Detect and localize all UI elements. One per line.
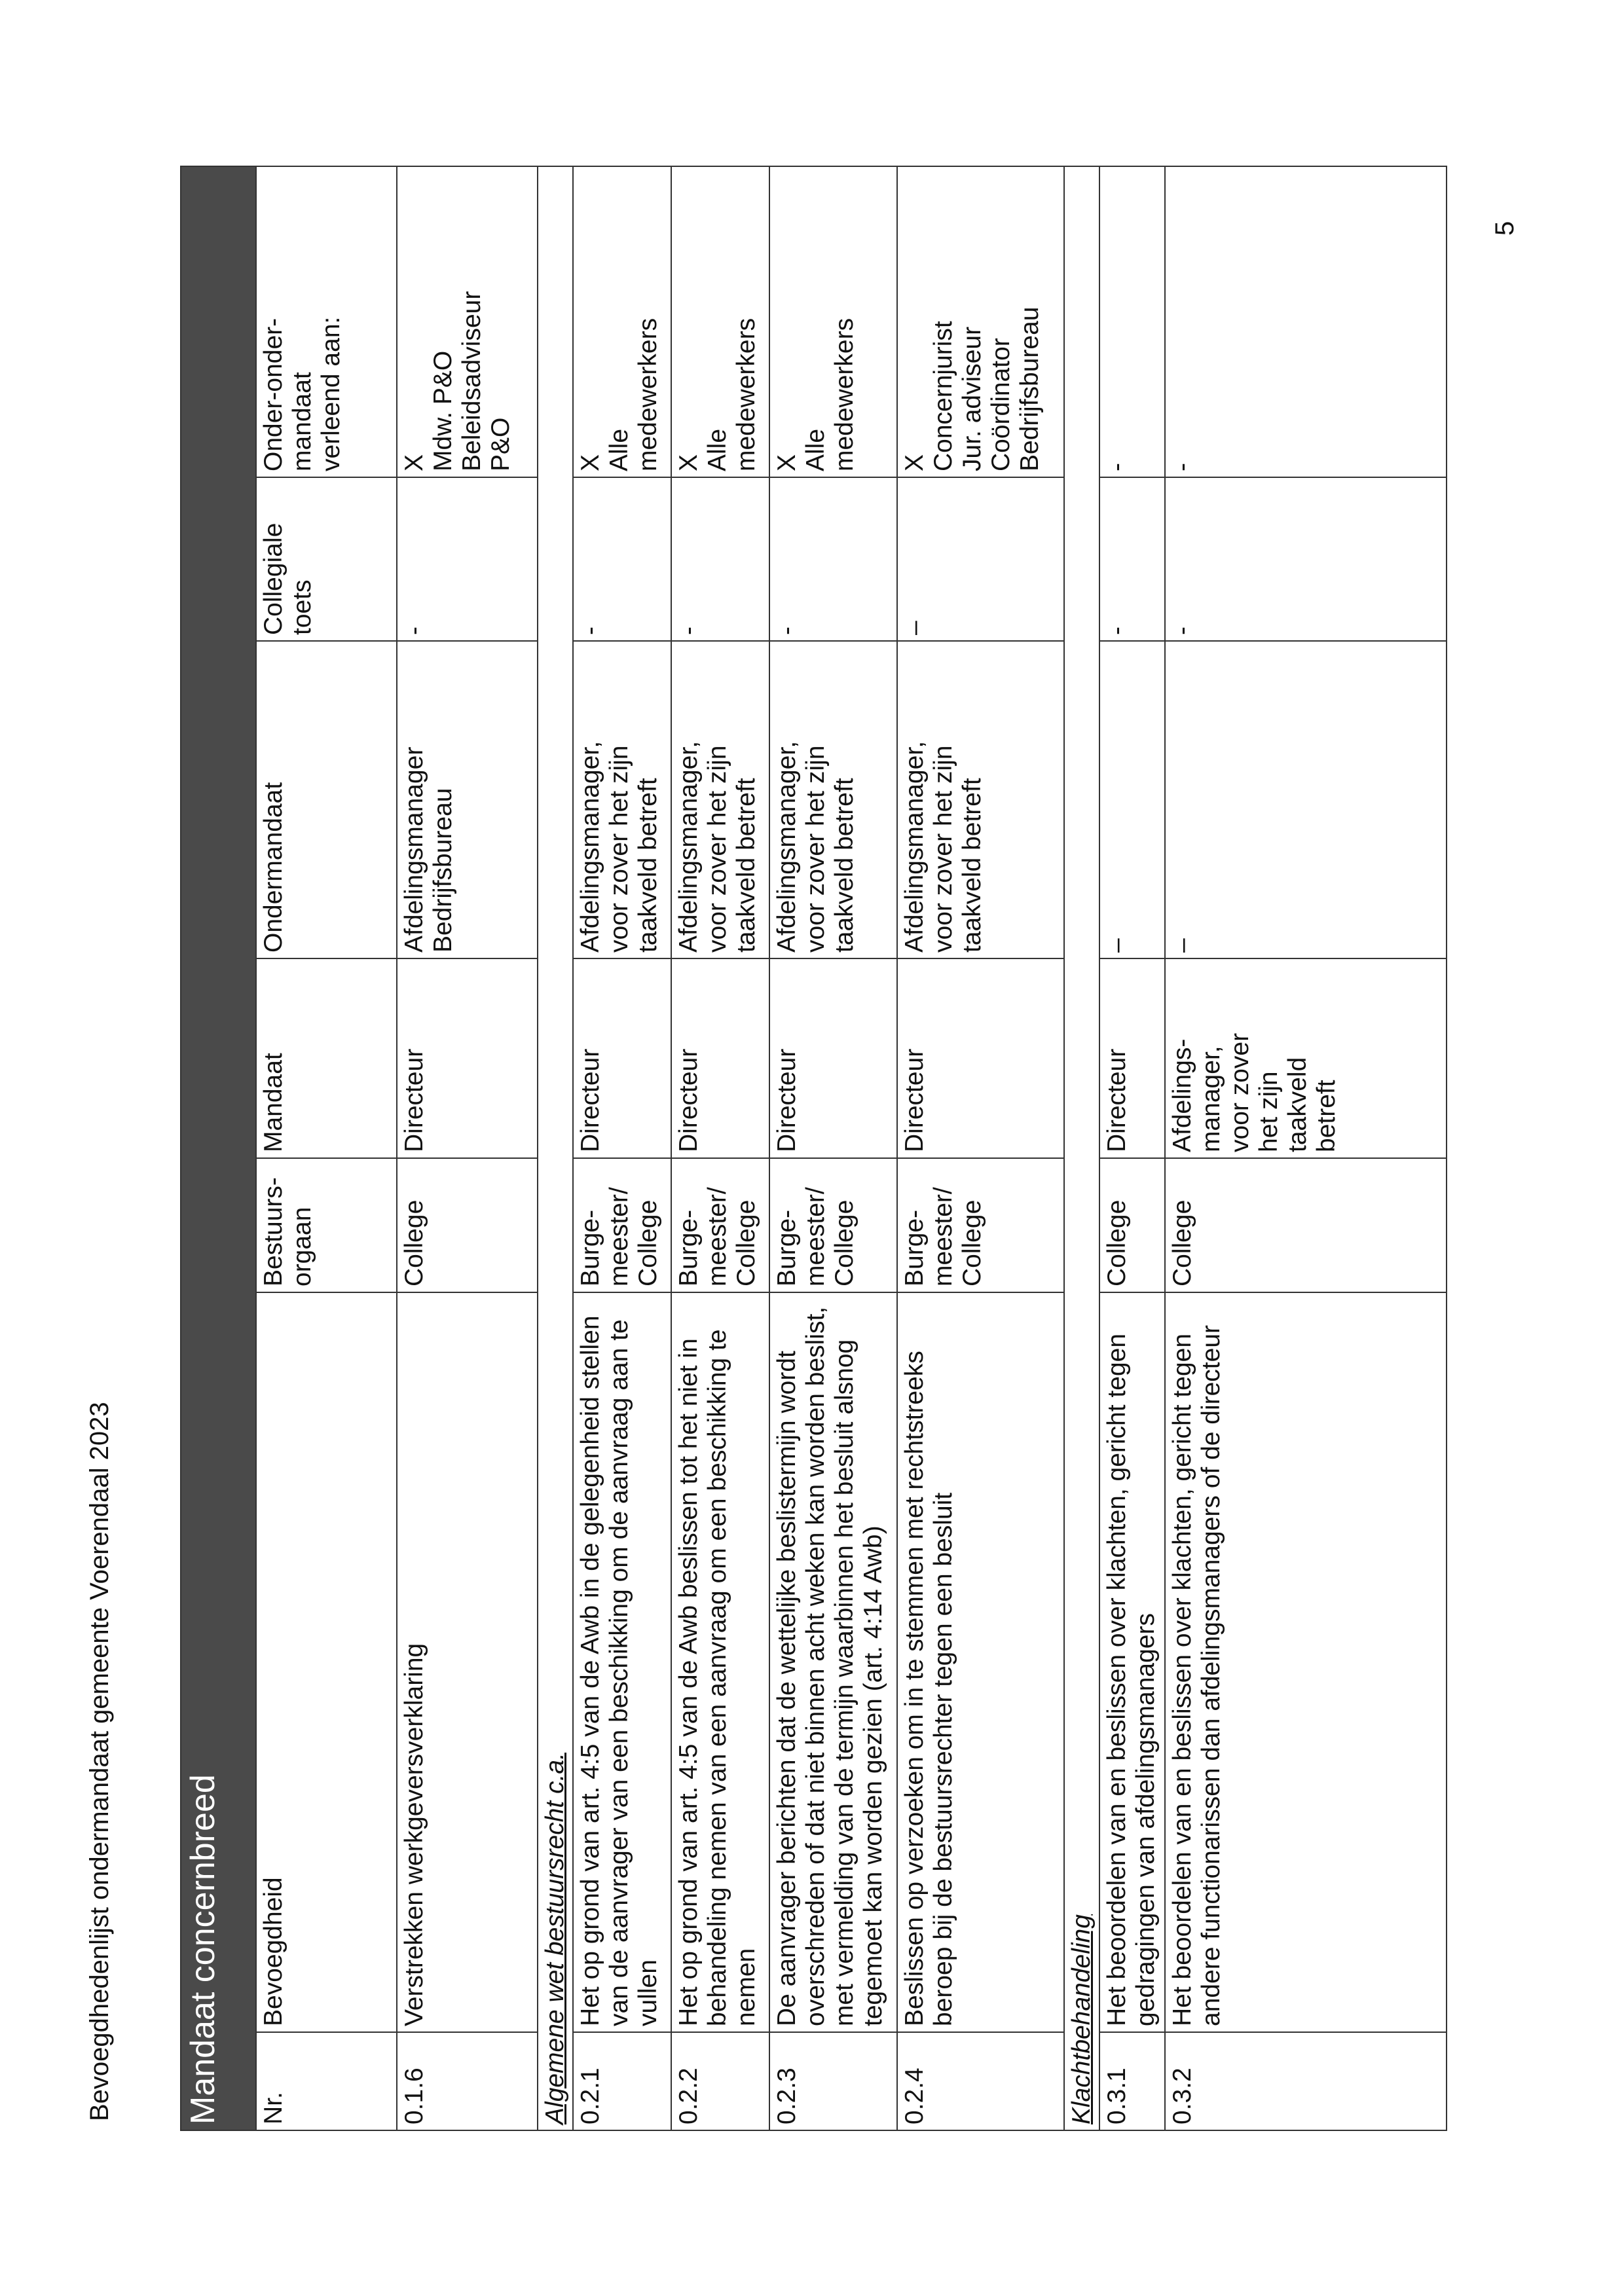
mandate-table bbox=[180, 166, 1447, 2131]
cell-nr: 0.2.4 bbox=[897, 2032, 1064, 2130]
cell-bevoegdheid: Beslissen op verzoeken om in te stemmen met rechtstreeks beroep bij de bestuursrechter tegen een besluit bbox=[897, 1292, 1064, 2032]
cell-nr: 0.3.2 bbox=[1165, 2032, 1447, 2130]
cell-ondermandaat: Afdelingsmanager Bedrijfsbureau bbox=[397, 641, 538, 958]
cell-nr: 0.3.1 bbox=[1099, 2032, 1165, 2130]
cell-collegiale-toets: - bbox=[397, 477, 538, 641]
cell-nr: 0.2.3 bbox=[769, 2032, 897, 2130]
cell-mandaat: Directeur bbox=[671, 958, 769, 1158]
cell-collegiale-toets: – bbox=[897, 477, 1064, 641]
column-header-ondermandaat: Ondermandaat bbox=[256, 641, 397, 958]
column-header-onder-ondermandaat: Onder-onder- mandaat verleend aan: bbox=[256, 166, 397, 477]
cell-mandaat: Directeur bbox=[1099, 958, 1165, 1158]
column-header-collegiale-toets: Collegiale toets bbox=[256, 477, 397, 641]
cell-bevoegdheid: Het op grond van art. 4:5 van de Awb beslissen tot het niet in behandeling nemen van een aanvraag om een beschikking te nemen bbox=[671, 1292, 769, 2032]
column-header-row bbox=[256, 166, 397, 2130]
cell-mandaat: Directeur bbox=[769, 958, 897, 1158]
cell-bestuursorgaan: Burge- meester/ College bbox=[671, 1158, 769, 1292]
cell-bestuursorgaan: College bbox=[1165, 1158, 1447, 1292]
table-banner: Mandaat concernbreed bbox=[181, 166, 256, 2130]
cell-ondermandaat: – bbox=[1165, 641, 1447, 958]
cell-onder-ondermandaat: X Mdw. P&O Beleidsadviseur P&O bbox=[397, 166, 538, 477]
table-row bbox=[397, 166, 538, 2130]
table-row bbox=[671, 166, 769, 2130]
cell-bevoegdheid: Verstrekken werkgeversverklaring bbox=[397, 1292, 538, 2032]
table-row bbox=[897, 166, 1064, 2130]
column-header-bevoegdheid: Bevoegdheid bbox=[256, 1292, 397, 2032]
cell-mandaat: Directeur bbox=[397, 958, 538, 1158]
page-number: 5 bbox=[1490, 221, 1519, 236]
cell-bestuursorgaan: Burge- meester/ College bbox=[897, 1158, 1064, 1292]
cell-bestuursorgaan: College bbox=[1099, 1158, 1165, 1292]
cell-nr: 0.1.6 bbox=[397, 2032, 538, 2130]
cell-collegiale-toets: - bbox=[573, 477, 671, 641]
table-row bbox=[1165, 166, 1447, 2130]
table-banner-row bbox=[181, 166, 256, 2130]
cell-onder-ondermandaat: X Concernjurist Jur. adviseur Coördinator Bedrijfsbureau bbox=[897, 166, 1064, 477]
cell-ondermandaat: – bbox=[1099, 641, 1165, 958]
cell-nr: 0.2.2 bbox=[671, 2032, 769, 2130]
section-row bbox=[538, 166, 573, 2130]
cell-mandaat: Directeur bbox=[897, 958, 1064, 1158]
cell-bevoegdheid: Het beoordelen van en beslissen over klachten, gericht tegen andere functionarissen dan afdelingsmanagers of de directeur bbox=[1165, 1292, 1447, 2032]
cell-bestuursorgaan: College bbox=[397, 1158, 538, 1292]
cell-collegiale-toets: - bbox=[1165, 477, 1447, 641]
column-header-mandaat: Mandaat bbox=[256, 958, 397, 1158]
cell-collegiale-toets: - bbox=[769, 477, 897, 641]
cell-bestuursorgaan: Burge- meester/ College bbox=[573, 1158, 671, 1292]
cell-nr: 0.2.1 bbox=[573, 2032, 671, 2130]
column-header-nr: Nr. bbox=[256, 2032, 397, 2130]
cell-onder-ondermandaat: - bbox=[1099, 166, 1165, 477]
cell-ondermandaat: Afdelingsmanager, voor zover het zijn taakveld betreft bbox=[897, 641, 1064, 958]
cell-bevoegdheid: Het beoordelen van en beslissen over klachten, gericht tegen gedragingen van afdelingsmanagers bbox=[1099, 1292, 1165, 2032]
cell-mandaat: Afdelings- manager, voor zover het zijn taakveld betreft bbox=[1165, 958, 1447, 1158]
table-row bbox=[1099, 166, 1165, 2130]
cell-onder-ondermandaat: X Alle medewerkers bbox=[573, 166, 671, 477]
cell-ondermandaat: Afdelingsmanager, voor zover het zijn taakveld betreft bbox=[573, 641, 671, 958]
table-row bbox=[573, 166, 671, 2130]
column-header-bestuursorgaan: Bestuurs- orgaan bbox=[256, 1158, 397, 1292]
document-header: Bevoegdhedenlijst ondermandaat gemeente Voerendaal 2023 bbox=[85, 1402, 114, 2121]
section-title-klachtbehandeling: Klachtbehandeling bbox=[1064, 166, 1099, 2130]
cell-mandaat: Directeur bbox=[573, 958, 671, 1158]
cell-onder-ondermandaat: - bbox=[1165, 166, 1447, 477]
cell-collegiale-toets: - bbox=[671, 477, 769, 641]
cell-bevoegdheid: Het op grond van art. 4:5 van de Awb in de gelegenheid stellen van de aanvrager van een beschikking om de aanvraag aan te vullen bbox=[573, 1292, 671, 2032]
table-row bbox=[769, 166, 897, 2130]
cell-ondermandaat: Afdelingsmanager, voor zover het zijn taakveld betreft bbox=[671, 641, 769, 958]
cell-onder-ondermandaat: X Alle medewerkers bbox=[769, 166, 897, 477]
cell-bevoegdheid: De aanvrager berichten dat de wettelijke beslistermijn wordt overschreden of dat niet binnen acht weken kan worden beslist, met vermelding van de termijn waarbinnen het besluit alsnog tegemoet kan worden gezien (art. 4:14 Awb) bbox=[769, 1292, 897, 2032]
section-row bbox=[1064, 166, 1099, 2130]
cell-ondermandaat: Afdelingsmanager, voor zover het zijn taakveld betreft bbox=[769, 641, 897, 958]
section-title-awb: Algemene wet bestuursrecht c.a. bbox=[538, 166, 573, 2130]
cell-collegiale-toets: - bbox=[1099, 477, 1165, 641]
cell-onder-ondermandaat: X Alle medewerkers bbox=[671, 166, 769, 477]
rotated-page-content bbox=[180, 167, 1421, 2131]
cell-bestuursorgaan: Burge- meester/ College bbox=[769, 1158, 897, 1292]
